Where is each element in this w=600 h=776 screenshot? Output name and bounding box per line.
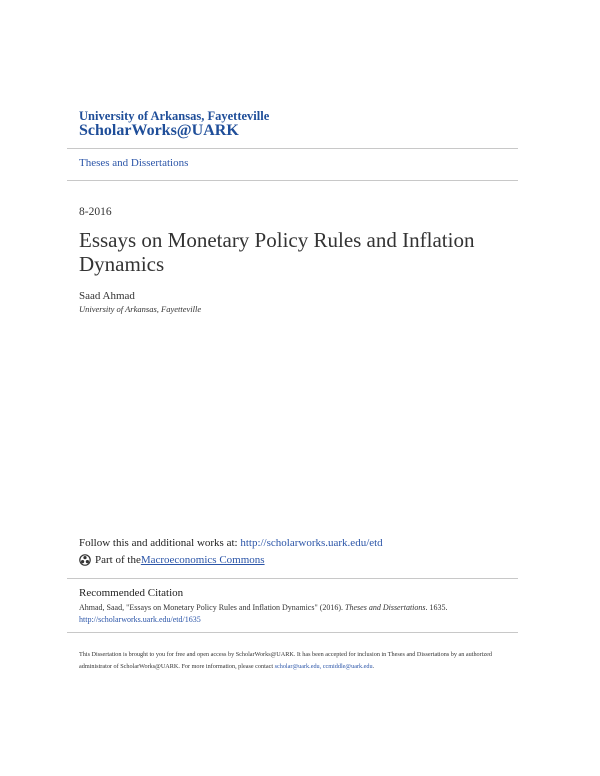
part-of-line: [79, 554, 265, 566]
recommended-citation-heading: Recommended Citation: [79, 587, 184, 599]
repository-name: ScholarWorks@UARK: [79, 122, 239, 139]
divider: [67, 578, 518, 579]
university-name: University of Arkansas, Fayetteville: [79, 109, 270, 123]
divider: [67, 148, 518, 149]
divider: [67, 632, 518, 633]
network-icon: [79, 554, 91, 566]
macroeconomics-commons-link[interactable]: Macroeconomics Commons: [140, 554, 265, 566]
document-title: Essays on Monetary Policy Rules and Inflation Dynamics: [79, 228, 475, 276]
author-affiliation: University of Arkansas, Fayetteville: [79, 304, 202, 314]
citation-series: Theses and Dissertations: [345, 603, 426, 612]
access-notice: [79, 649, 524, 672]
collection-link[interactable]: Theses and Dissertations: [79, 157, 189, 169]
citation-number: . 1635.: [425, 603, 448, 612]
follow-prefix: Follow this and additional works at:: [79, 537, 241, 549]
citation-text: [79, 602, 519, 626]
notice-text: This Dissertation is brought to you for free and open access by ScholarWorks@UARK. It has been accepted for inclusion in Theses and Dissertations by an authorized administrator of ScholarWorks@UARK. For more information, please contact: [79, 651, 493, 670]
author-name: Saad Ahmad: [79, 290, 135, 302]
notice-end: .: [372, 662, 375, 670]
follow-line: [79, 537, 383, 549]
divider: [67, 180, 518, 181]
citation-body: Ahmad, Saad, "Essays on Monetary Policy Rules and Inflation Dynamics" (2016).: [79, 603, 346, 612]
follow-link[interactable]: http://scholarworks.uark.edu/etd: [240, 537, 383, 549]
part-of-prefix: Part of the: [95, 554, 141, 566]
citation-link[interactable]: http://scholarworks.uark.edu/etd/1635: [79, 615, 201, 624]
publication-date: 8-2016: [79, 206, 112, 218]
contact-emails-link[interactable]: scholar@uark.edu, ccmiddle@uark.edu: [274, 662, 373, 670]
